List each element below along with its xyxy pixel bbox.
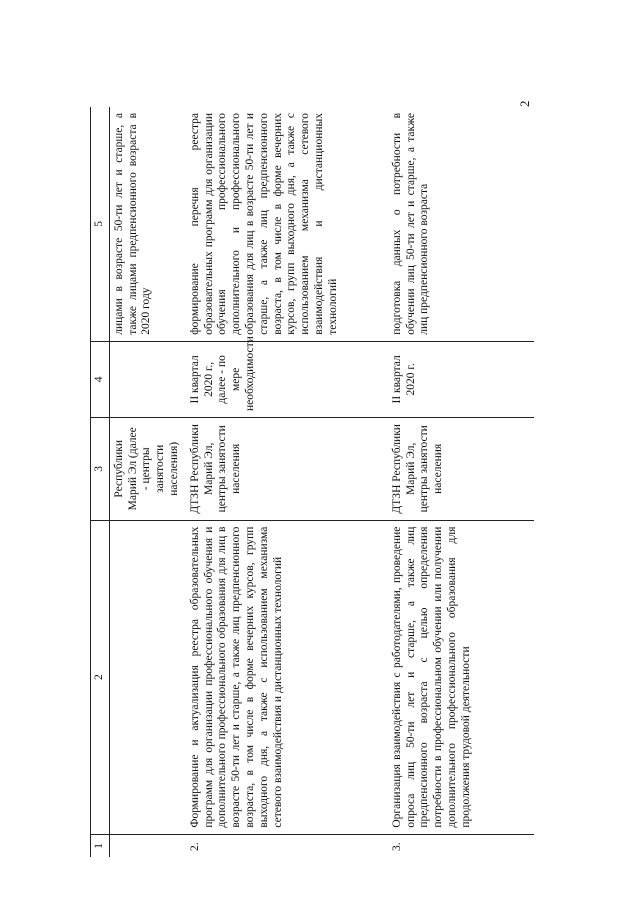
row-term: II квартал 2020 г. [388, 341, 534, 417]
table-row [388, 107, 534, 857]
row-number: 3. [390, 842, 403, 851]
row-term [109, 341, 186, 417]
row-organization: Республики Марий Эл (далее - центры занятости населения) [109, 417, 186, 520]
row-number [109, 834, 186, 857]
header-col-3: 3 [91, 417, 110, 520]
table-row [109, 107, 186, 857]
header-col-1: 1 [91, 834, 110, 857]
header-col-5: 5 [91, 107, 110, 341]
row-activity: Формирование и актуализация реестра образовательных программ для организации профессионального обучения и дополнительного профессионального образования для лиц в возрасте 50-ти лет и старше, а также лиц предпенсионного возраста, в том числе в форме вечерних курсов, групп выходного дня, а также с использованием механизма сетевого взаимодействия и дистанционных технологий [186, 520, 388, 834]
row-term: II квартал 2020 г., далее - по мере необходимости [186, 341, 388, 417]
row-result: формирование перечня реестра образовательных программ для организации обучения профессионального дополнительного и профессионального образования для лиц в возрасте 50-ти лет и старше, а также лиц предпенсионного возраста, в том числе в форме вечерних курсов, групп выходного дня, а также с использованием механизма сетевого взаимодействия и дистанционных технологий [186, 107, 388, 341]
table-header-row [91, 107, 110, 857]
row-result: лицами в возрасте 50-ти лет и старше, а также лицами предпенсионного возраста в 2020 году [109, 107, 186, 341]
table-row [186, 107, 388, 857]
page-number: 2 [517, 100, 532, 107]
row-number: 2. [188, 842, 201, 851]
header-col-4: 4 [91, 341, 110, 417]
row-organization: ДТЗН Республики Марий Эл, центры занятости населения [388, 417, 534, 520]
row-activity: Организация взаимодействия с работодателями, проведение опроса лиц 50-ти лет и старше, а также лиц предпенсионного возраста с целью определения потребности в профессиональном обучении или получении дополнительного профессионального образования для продолжения трудовой деятельности [388, 520, 534, 834]
measures-table [90, 107, 534, 857]
row-organization: ДТЗН Республики Марий Эл, центры занятости населения [186, 417, 388, 520]
header-col-2: 2 [91, 520, 110, 834]
row-result: подготовка данных о потребности в обучении лиц 50-ти лет и старше, а также лиц предпенсионного возраста [388, 107, 534, 341]
row-activity [109, 520, 186, 834]
